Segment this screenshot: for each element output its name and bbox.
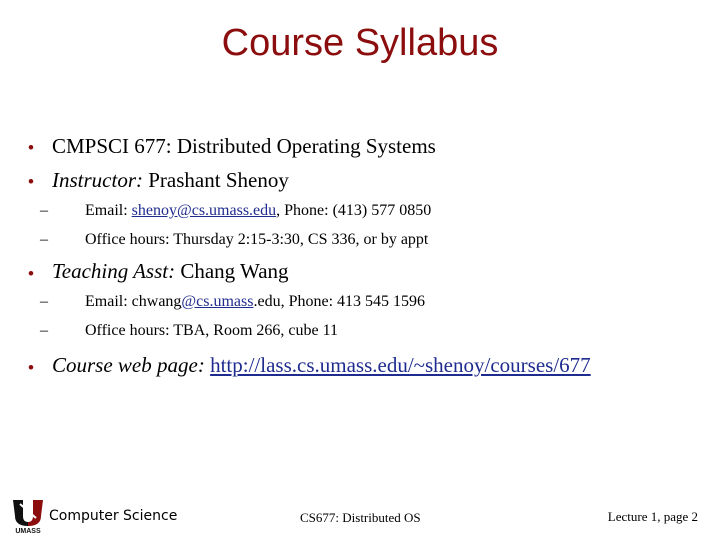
phone-text: , Phone: (413) 577 0850 — [276, 202, 432, 219]
instructor-label: Instructor: — [52, 168, 143, 192]
footer-course: CS677: Distributed OS — [300, 510, 421, 525]
instructor-line — [52, 168, 289, 193]
ta-label: Teaching Asst: — [52, 259, 176, 283]
ta-office-hours: Office hours: TBA, Room 266, cube 11 — [85, 322, 339, 339]
ta-email-prefix: Email: chwang — [85, 293, 182, 310]
course-web-link[interactable]: http://lass.cs.umass.edu/~shenoy/courses/677 — [210, 353, 591, 377]
email-prefix: Email: — [85, 202, 132, 219]
dash-icon: – — [40, 293, 48, 310]
dash-icon: – — [40, 202, 48, 219]
dash-icon: – — [40, 322, 48, 339]
instructor-email-line — [85, 202, 431, 220]
ta-email-link[interactable]: @cs.umass — [181, 293, 254, 310]
ta-line — [52, 259, 289, 284]
ta-name: Chang Wang — [175, 259, 289, 283]
web-page-label: Course web page: — [52, 353, 205, 377]
bullet-icon: • — [28, 138, 34, 157]
bullet-icon: • — [28, 358, 34, 377]
umass-logo-icon — [10, 496, 46, 534]
instructor-name: Prashant Shenoy — [143, 168, 289, 192]
lecture-page: Lecture 1, page 2 — [607, 509, 698, 524]
ta-email-suffix: .edu, Phone: 413 545 1596 — [253, 293, 426, 310]
bullet-icon: • — [28, 264, 34, 283]
ta-email-line — [85, 293, 425, 311]
slide-title: Course Syllabus — [221, 22, 499, 64]
bullet-icon: • — [28, 172, 34, 191]
dash-icon: – — [40, 231, 48, 248]
instructor-office-hours: Office hours: Thursday 2:15-3:30, CS 336, or by appt — [85, 231, 429, 248]
instructor-email-link[interactable]: shenoy@cs.umass.edu — [131, 202, 277, 219]
web-page-line — [52, 353, 591, 378]
logo-wordmark: UMASS — [15, 528, 41, 534]
department-name: Computer Science — [49, 508, 178, 524]
course-name: CMPSCI 677: Distributed Operating Systems — [52, 134, 436, 158]
slide-footer — [0, 494, 720, 540]
